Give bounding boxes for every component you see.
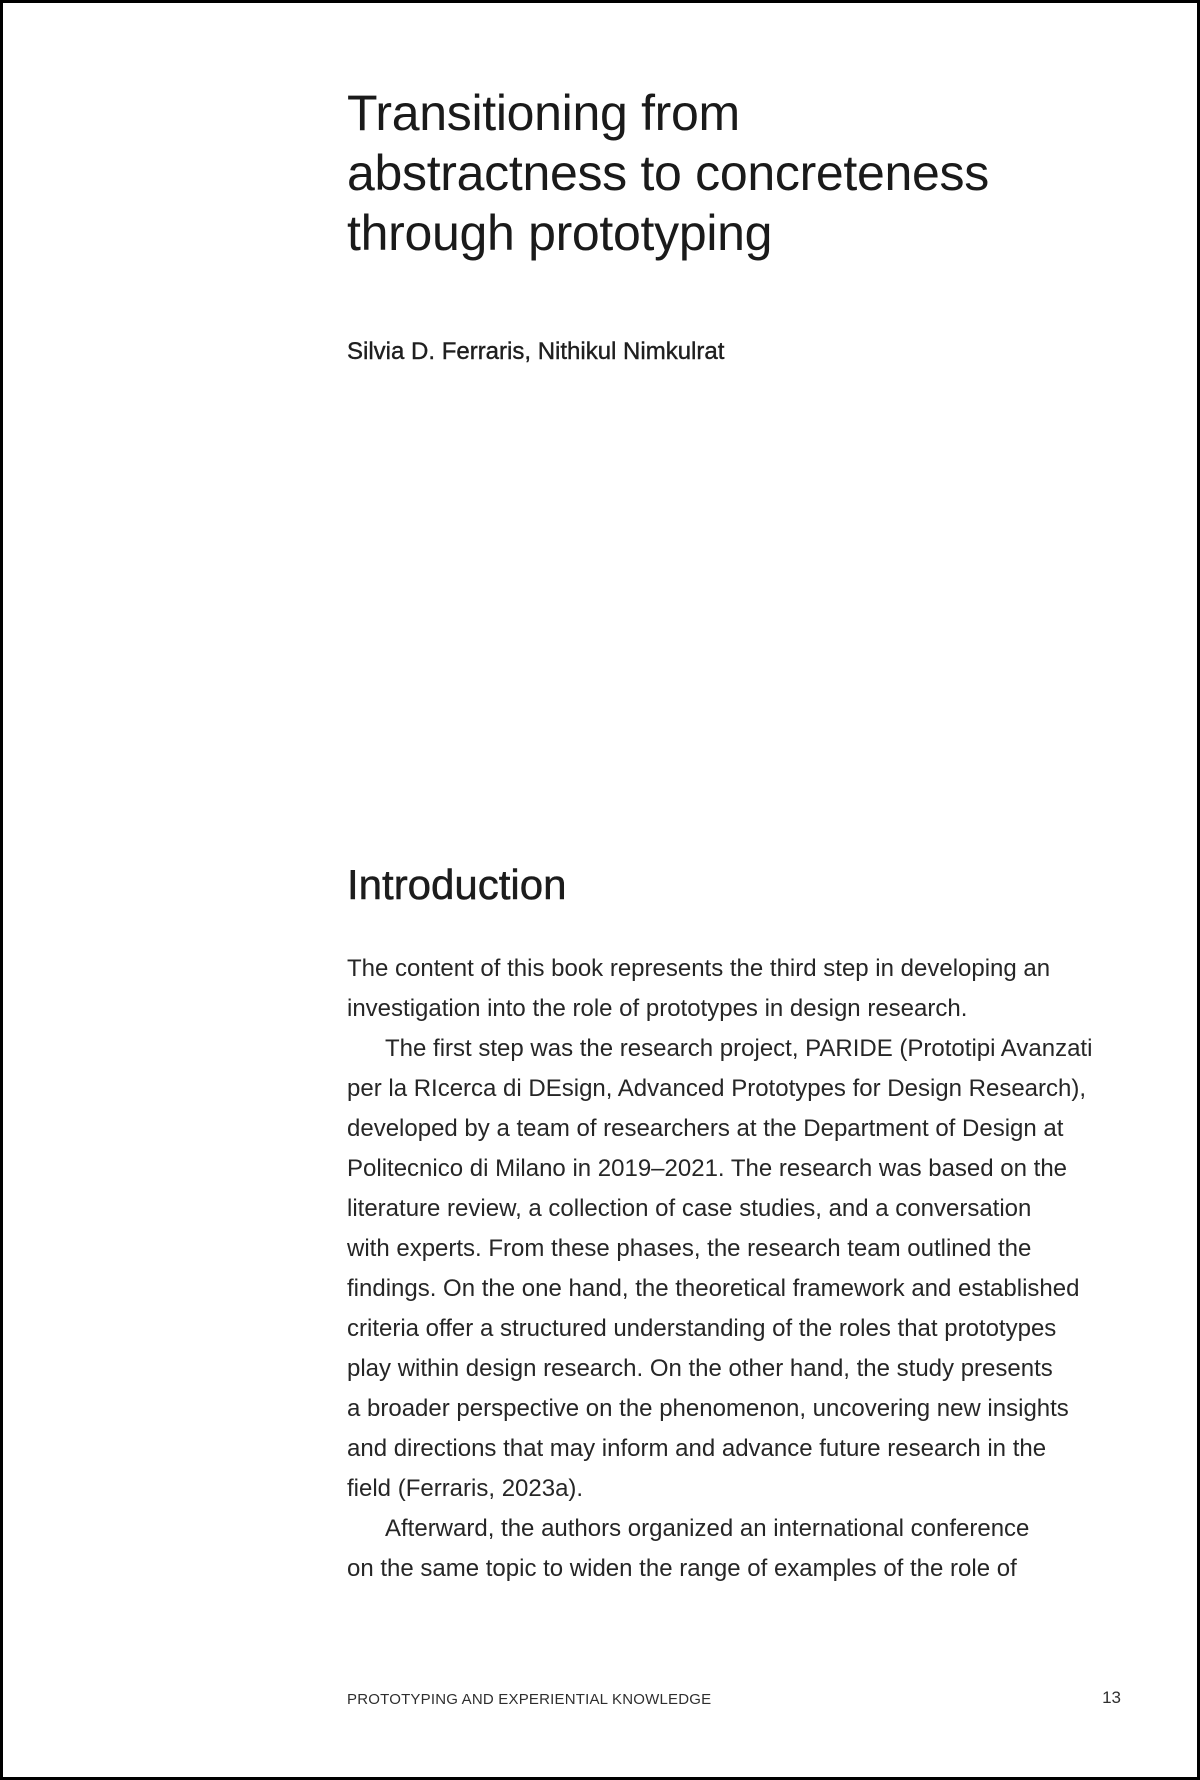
running-footer: PROTOTYPING AND EXPERIENTIAL KNOWLEDGE [347, 1691, 712, 1708]
chapter-title [347, 83, 989, 263]
body-paragraphs [347, 949, 1092, 1589]
text-line: field (Ferraris, 2023a). [347, 1475, 584, 1502]
text-line: findings. On the one hand, the theoretical framework and established [347, 1275, 1080, 1302]
title-block [347, 83, 989, 263]
page-number: 13 [1102, 1688, 1121, 1707]
text-line: Politecnico di Milano in 2019–2021. The research was based on the [347, 1155, 1068, 1182]
text-line: and directions that may inform and advance future research in the [347, 1435, 1047, 1462]
paragraph [347, 1029, 1092, 1509]
text-line: developed by a team of researchers at the Department of Design at [347, 1115, 1064, 1142]
text-line: The first step was the research project, PARIDE (Prototipi Avanzati [385, 1035, 1093, 1062]
text-line: Afterward, the authors organized an international conference [385, 1515, 1030, 1542]
authors: Silvia D. Ferraris, Nithikul Nimkulrat [347, 338, 725, 365]
section-heading: Introduction [347, 861, 567, 908]
text-line: play within design research. On the other hand, the study presents [347, 1355, 1053, 1382]
text-line: The content of this book represents the third step in developing an [347, 955, 1051, 982]
text-line: on the same topic to widen the range of examples of the role of [347, 1555, 1017, 1582]
text-line: literature review, a collection of case studies, and a conversation [347, 1195, 1032, 1222]
text-line: per la RIcerca di DEsign, Advanced Prototypes for Design Research), [347, 1075, 1087, 1102]
title-line: abstractness to concreteness [347, 145, 989, 201]
text-line: investigation into the role of prototypes in design research. [347, 995, 968, 1022]
title-line: Transitioning from [347, 85, 740, 141]
text-line: with experts. From these phases, the research team outlined the [347, 1235, 1032, 1262]
paragraph [347, 949, 1092, 1029]
paragraph [347, 1509, 1092, 1589]
text-line: a broader perspective on the phenomenon, uncovering new insights [347, 1395, 1069, 1422]
title-line: through prototyping [347, 205, 773, 261]
text-line: criteria offer a structured understanding of the roles that prototypes [347, 1315, 1057, 1342]
